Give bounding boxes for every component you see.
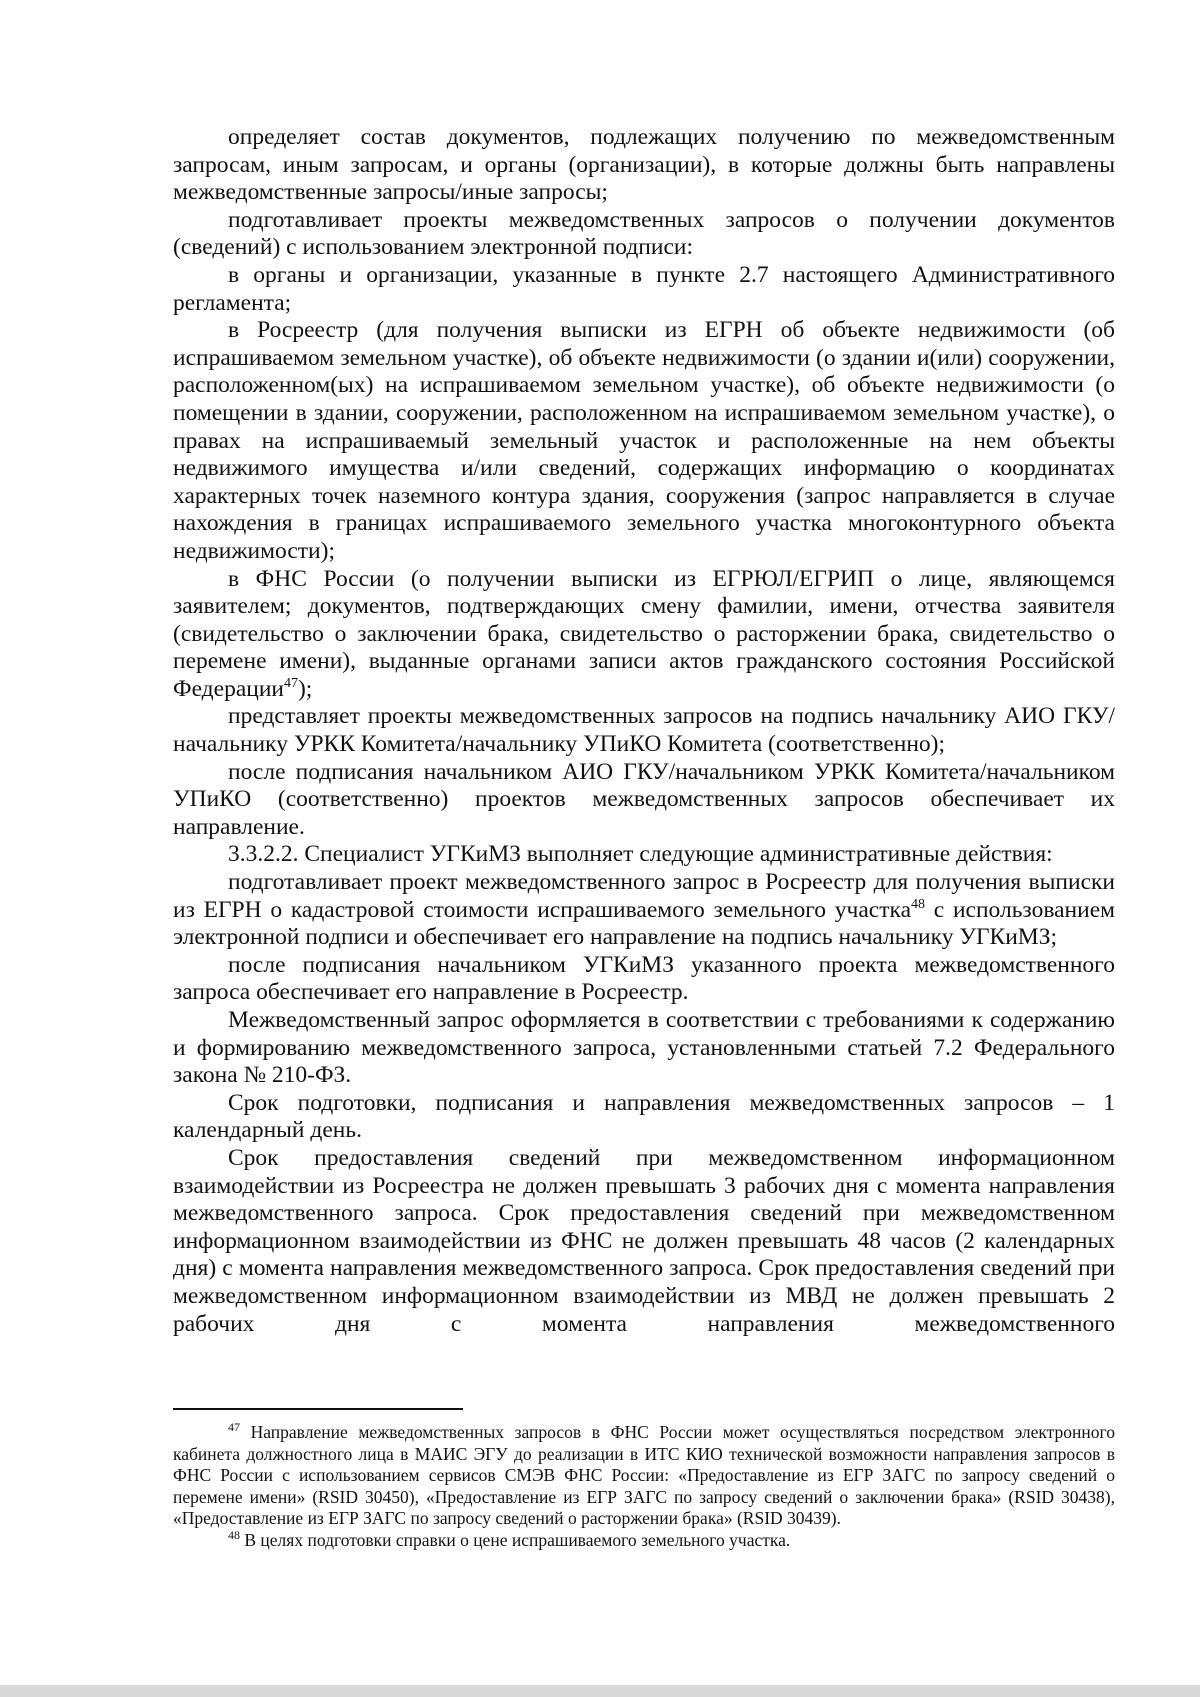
footnote bbox=[173, 1530, 1115, 1552]
paragraph-text: подготавливает проект межведомственного запрос в Росреестр для получения выписки из ЕГРН о кадастровой стоимости испрашиваемого земельного участка bbox=[173, 869, 1115, 923]
paragraph: 3.3.2.2. Специалист УГКиМЗ выполняет следующие административные действия: bbox=[228, 841, 1053, 868]
paragraph: в Росреестр (для получения выписки из ЕГРН об объекте недвижимости (об испрашиваемом земельном участке), об объекте недвижимости (о здании и(или) сооружении, расположенном(ых) на испрашиваемом земельном участке), об объекте недвижимости (о помещении в здании, сооружении, расположенном на испрашиваемом земельном участке), о правах на испрашиваемый земельный участок и расположенные на нем объекты недвижимого имущества и/или сведений, содержащих информацию о координатах характерных точек наземного контура здания, сооружения (запрос направляется в случае нахождения в границах испрашиваемого земельного участка многоконтурного объекта недвижимости); bbox=[173, 317, 1115, 564]
paragraph: Межведомственный запрос оформляется в соответствии с требованиями к содержанию и формированию межведомственного запроса, установленными статьей 7.2 Федерального закона № 210-ФЗ. bbox=[173, 1007, 1115, 1089]
footnote-ref: 48 bbox=[911, 896, 926, 912]
paragraph: подготавливает проекты межведомственных запросов о получении документов (сведений) с использованием электронной подписи: bbox=[173, 206, 1115, 261]
paragraph: после подписания начальником АИО ГКУ/начальником УРКК Комитета/начальником УПиКО (соответственно) проектов межведомственных запросов обеспечивает их направление. bbox=[173, 758, 1115, 840]
paragraph bbox=[173, 566, 1115, 704]
footnote bbox=[173, 1422, 1115, 1530]
paragraph: определяет состав документов, подлежащих получению по межведомственным запросам, иным запросам, и органы (организации), в которые должны быть направлены межведомственные запросы/иные запросы; bbox=[173, 124, 1115, 206]
paragraph: представляет проекты межведомственных запросов на подпись начальнику АИО ГКУ/начальнику УРКК Комитета/начальнику УПиКО Комитета (соответственно); bbox=[173, 703, 1115, 758]
footnote-text: В целях подготовки справки о цене испрашиваемого земельного участка. bbox=[240, 1529, 791, 1550]
paragraph: Срок подготовки, подписания и направления межведомственных запросов – 1 календарный день. bbox=[173, 1089, 1115, 1144]
paragraph bbox=[173, 869, 1115, 952]
footnote-ref: 47 bbox=[283, 676, 298, 692]
footnote-text: Направление межведомственных запросов в ФНС России может осуществляться посредством электронного кабинета должностного лица в МАИС ЭГУ до реализации в ИТС КИО технической возможности направления запросов в ФНС России с использованием сервисов СМЭВ ФНС России: «Предоставление из ЕГР ЗАГС по запросу сведений о перемене имени» (RSID 30450), «Предоставление из ЕГР ЗАГС по запросу сведений о заключении брака» (RSID 30438), «Предоставление из ЕГР ЗАГС по запросу сведений о расторжении брака» (RSID 30439). bbox=[173, 1422, 1115, 1529]
footnote-separator bbox=[173, 1408, 463, 1410]
paragraph: Срок предоставления сведений при межведомственном информационном взаимодействии из Росреестра не должен превышать 3 рабочих дня с момента направления межведомственного запроса. Срок предоставления сведений при межведомственном информационном взаимодействии из ФНС не должен превышать 48 часов (2 календарных дня) с момента направления межведомственного запроса. Срок предоставления сведений при межведомственном информационном взаимодействии из МВД не должен превышать 2 рабочих дня с момента направления межведомственного bbox=[173, 1144, 1115, 1337]
footnote-number: 47 bbox=[228, 1420, 240, 1435]
body-text bbox=[173, 124, 1115, 1338]
paragraph-text: в ФНС России (о получении выписки из ЕГРЮЛ/ЕГРИП о лице, являющемся заявителем; документов, подтверждающих смену фамилии, имени, отчества заявителя (свидетельство о заключении брака, свидетельство о расторжении брака, свидетельство о перемене имени), выданные органами записи актов гражданского состояния Российской Федерации bbox=[173, 565, 1115, 702]
page-bottom-edge bbox=[0, 1685, 1200, 1697]
paragraph-text-cont: с использованием электронной подписи и обеспечивает его направление на подпись начальнику УГКиМЗ; bbox=[173, 896, 1116, 951]
footnote-number: 48 bbox=[228, 1528, 240, 1543]
paragraph: в органы и организации, указанные в пункте 2.7 настоящего Административного регламента; bbox=[173, 261, 1115, 316]
paragraph-tail: ); bbox=[297, 675, 313, 702]
paragraph: после подписания начальником УГКиМЗ указанного проекта межведомственного запроса обеспечивает его направление в Росреестр. bbox=[173, 951, 1115, 1006]
footnotes bbox=[173, 1422, 1115, 1552]
